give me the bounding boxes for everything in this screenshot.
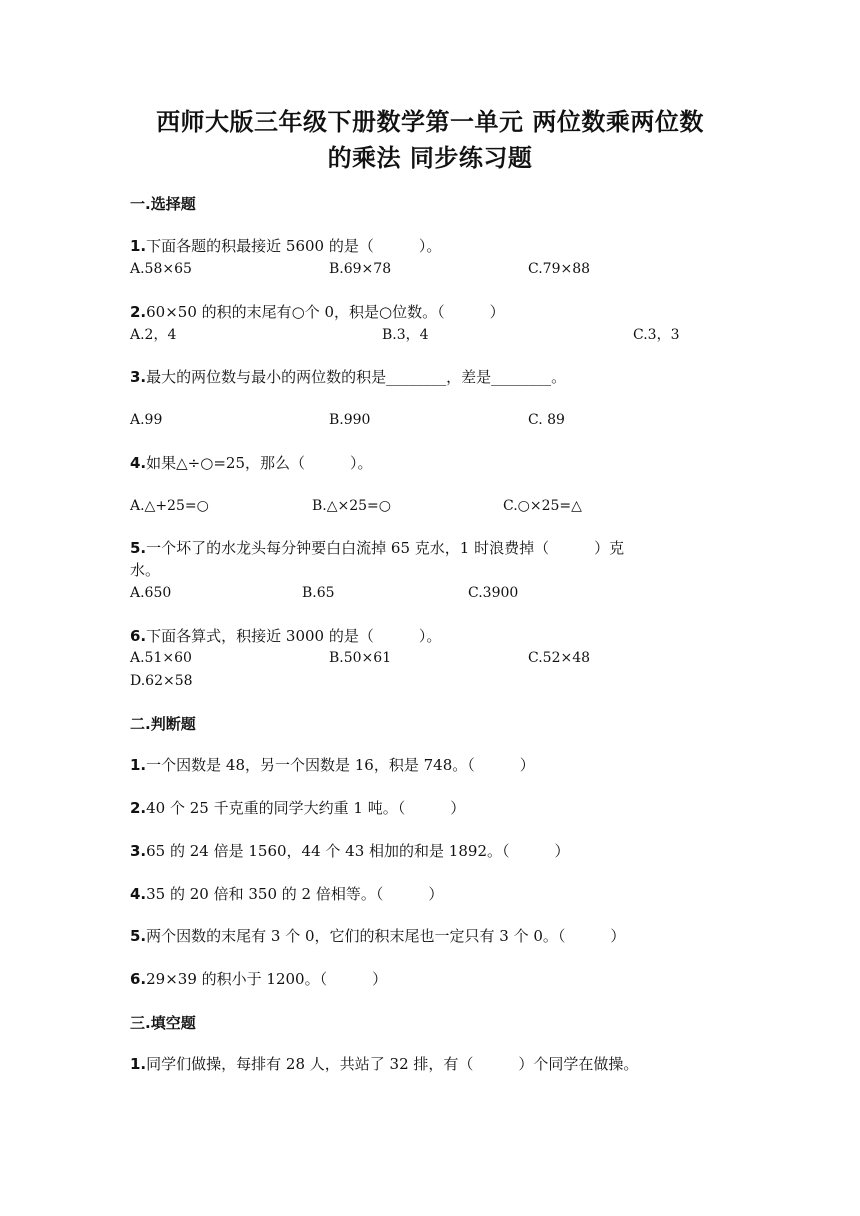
choice-question-5-continued: 水。 <box>130 561 161 579</box>
question-number: 1. <box>130 1055 147 1073</box>
question-number: 4. <box>130 454 147 472</box>
option-d: D.62×58 <box>130 673 193 689</box>
choice-question-5 <box>130 538 624 558</box>
question-number: 2. <box>130 799 147 817</box>
judge-question-2 <box>130 798 465 818</box>
question-text: 60×50 的积的末尾有○个 0，积是○位数。（ ） <box>146 303 505 321</box>
question-number: 1. <box>130 756 147 774</box>
question-number: 3. <box>130 368 147 386</box>
option-b: B.△×25=○ <box>312 498 391 514</box>
option-b: B.65 <box>302 585 335 601</box>
title-line-1: 西师大版三年级下册数学第一单元 两位数乘两位数 <box>156 108 704 136</box>
option-a: A.51×60 <box>130 650 192 666</box>
option-a: A.99 <box>130 412 163 428</box>
page-title <box>100 104 760 176</box>
option-a: A.58×65 <box>130 261 192 277</box>
question-text: 40 个 25 千克重的同学大约重 1 吨。（ ） <box>146 799 466 817</box>
choice-question-6 <box>130 626 441 646</box>
section-heading-judge: 二.判断题 <box>130 715 196 733</box>
question-text: 65 的 24 倍是 1560，44 个 43 相加的和是 1892。（ ） <box>146 842 570 860</box>
option-a: A.650 <box>130 585 172 601</box>
question-number: 4. <box>130 885 147 903</box>
judge-question-3 <box>130 841 569 861</box>
choice-question-3 <box>130 367 566 387</box>
option-a: A.△+25=○ <box>130 498 209 514</box>
option-c: C.79×88 <box>528 261 591 277</box>
question-text: 35 的 20 倍和 350 的 2 倍相等。（ ） <box>146 885 444 903</box>
question-number: 2. <box>130 303 147 321</box>
question-text: 同学们做操，每排有 28 人，共站了 32 排，有（ ）个同学在做操。 <box>146 1055 639 1073</box>
choice-question-4 <box>130 453 373 473</box>
question-text: 最大的两位数与最小的两位数的积是________，差是________。 <box>146 368 567 386</box>
question-text: 一个坏了的水龙头每分钟要白白流掉 65 克水，1 时浪费掉（ ）克 <box>146 539 625 557</box>
option-c: C.○×25=△ <box>503 498 582 514</box>
section-heading-choice: 一.选择题 <box>130 195 196 213</box>
question-number: 5. <box>130 539 147 557</box>
judge-question-5 <box>130 926 625 946</box>
question-text: 如果△÷○=25，那么（ ）。 <box>146 454 373 472</box>
question-number: 5. <box>130 927 147 945</box>
judge-question-6 <box>130 969 387 989</box>
title-line-2: 的乘法 同步练习题 <box>327 144 533 172</box>
choice-question-1 <box>130 236 441 256</box>
option-a: A.2，4 <box>130 327 177 343</box>
option-b: B.990 <box>329 412 371 428</box>
judge-question-1 <box>130 755 535 775</box>
question-number: 6. <box>130 970 147 988</box>
question-text: 下面各题的积最接近 5600 的是（ ）。 <box>146 237 442 255</box>
choice-question-2 <box>130 302 505 322</box>
question-number: 3. <box>130 842 147 860</box>
question-text: 29×39 的积小于 1200。（ ） <box>146 970 388 988</box>
question-text: 下面各算式，积接近 3000 的是（ ）。 <box>146 627 442 645</box>
question-text: 两个因数的末尾有 3 个 0，它们的积末尾也一定只有 3 个 0。（ ） <box>146 927 626 945</box>
option-b: B.3，4 <box>382 327 429 343</box>
option-b: B.50×61 <box>329 650 392 666</box>
judge-question-4 <box>130 884 443 904</box>
option-c: C.52×48 <box>528 650 591 666</box>
section-heading-fill: 三.填空题 <box>130 1014 196 1032</box>
question-number: 6. <box>130 627 147 645</box>
option-c: C.3900 <box>468 585 519 601</box>
question-text: 一个因数是 48，另一个因数是 16，积是 748。（ ） <box>146 756 535 774</box>
option-c: C. 89 <box>528 412 565 428</box>
question-number: 1. <box>130 237 147 255</box>
fill-question-1 <box>130 1054 638 1074</box>
option-b: B.69×78 <box>329 261 392 277</box>
option-c: C.3，3 <box>633 327 680 343</box>
